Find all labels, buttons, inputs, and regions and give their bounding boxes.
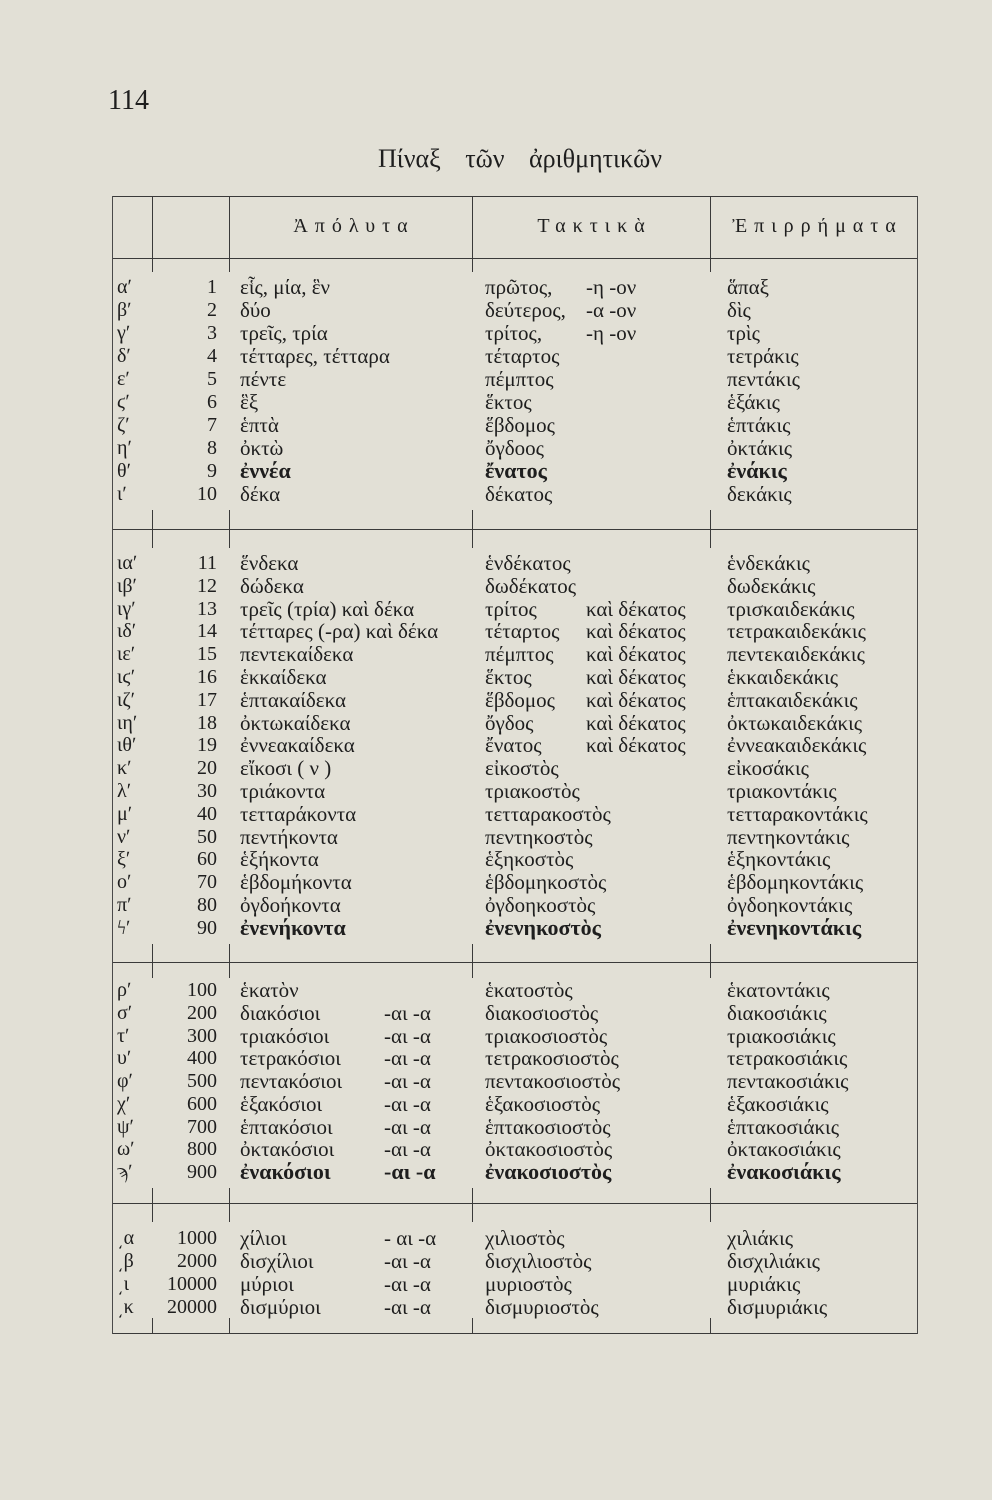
ordinal-cell: χιλιοστὸς — [485, 1226, 565, 1250]
ordinal-suffix: καὶ δέκατος — [586, 619, 686, 644]
column-rule — [472, 1188, 473, 1222]
row-value: 1 — [207, 276, 217, 298]
column-rule — [229, 944, 230, 978]
table-row — [0, 390, 992, 414]
row-numeral-sign: ιγʹ — [117, 597, 136, 620]
row-numeral-sign: ϡʹ — [117, 1161, 133, 1183]
ordinal-cell: δωδέκατος — [485, 573, 577, 598]
adverb-cell: δισχιλιάκις — [727, 1249, 820, 1273]
row-numeral-sign: ͵α — [117, 1227, 135, 1249]
adverb-cell: ἑπτακοσιάκις — [727, 1114, 840, 1139]
row-numeral-sign: ιεʹ — [117, 643, 136, 666]
adverb-cell: χιλιάκις — [727, 1226, 794, 1250]
cardinal-cell: ὀκτακόσιοι — [240, 1137, 335, 1162]
cardinal-suffix: -αι -α — [384, 1091, 431, 1116]
cardinal-cell: τριακόσιοι — [240, 1023, 330, 1048]
cardinal-cell: τρεῖς, τρία — [240, 321, 328, 345]
header-ordinal: Τακτικὰ — [537, 215, 652, 237]
page-title: Πίναξ τῶν ἀριθμητικῶν — [377, 144, 663, 173]
cardinal-cell: ἐνακόσιοι — [240, 1159, 331, 1184]
row-value: 700 — [187, 1115, 217, 1138]
ordinal-cell: τρίτος, — [485, 321, 543, 345]
adverb-cell: δεκάκις — [727, 482, 792, 506]
cardinal-cell: ὀγδοήκοντα — [240, 893, 341, 917]
ordinal-suffix: καὶ δέκατος — [586, 687, 686, 712]
row-value: 15 — [197, 643, 217, 666]
column-rule — [229, 510, 230, 548]
table-row — [0, 413, 992, 437]
adverb-cell: πεντεκαιδεκάκις — [727, 642, 865, 667]
adverb-cell: δὶς — [727, 298, 751, 322]
table-row — [0, 321, 992, 345]
header-adverb: Ἐπιρρήματα — [732, 215, 903, 237]
ordinal-cell: ὀγδοηκοστὸς — [485, 893, 596, 917]
row-numeral-sign: ωʹ — [117, 1138, 135, 1161]
cardinal-cell: ὀκτωκαίδεκα — [240, 710, 351, 735]
cardinal-cell: πεντεκαίδεκα — [240, 642, 354, 667]
ordinal-cell: ἑκατοστὸς — [485, 978, 573, 1002]
cardinal-cell: τριάκοντα — [240, 779, 326, 803]
table-row — [0, 1115, 992, 1139]
table-row — [0, 779, 992, 803]
cardinal-cell: πεντακόσιοι — [240, 1069, 343, 1093]
ordinal-cell: ἑπτακοσιοστὸς — [485, 1114, 611, 1139]
ordinal-cell: ἕκτος — [485, 390, 532, 414]
row-value: 800 — [187, 1138, 217, 1161]
column-rule — [472, 1318, 473, 1334]
cardinal-suffix: -αι -α — [384, 1069, 431, 1093]
table-row — [0, 688, 992, 712]
header-cardinal: Ἀπόλυτα — [293, 215, 415, 237]
ordinal-suffix: -α -ον — [586, 298, 637, 322]
table-row — [0, 597, 992, 621]
adverb-cell: τριακοσιάκις — [727, 1023, 836, 1048]
table-row — [0, 642, 992, 666]
cardinal-cell: δύο — [240, 298, 271, 322]
column-rule — [472, 944, 473, 978]
cardinal-cell: ἐννέα — [240, 458, 291, 483]
adverb-cell: ἐνακοσιάκις — [727, 1159, 841, 1184]
row-numeral-sign: νʹ — [117, 825, 131, 848]
ordinal-cell: ὀκτακοσιοστὸς — [485, 1137, 613, 1162]
table-row — [0, 1046, 992, 1070]
cardinal-cell: ἑξήκοντα — [240, 847, 319, 872]
column-rule — [152, 510, 153, 548]
row-numeral-sign: οʹ — [117, 871, 132, 894]
row-value: 11 — [197, 552, 217, 574]
ordinal-cell: τετταρακοστὸς — [485, 801, 611, 826]
column-rule — [229, 1188, 230, 1222]
row-numeral-sign: ͵β — [117, 1250, 134, 1272]
adverb-cell: ἑξακοσιάκις — [727, 1091, 829, 1116]
table-row — [0, 825, 992, 849]
adverb-cell: ἑκκαιδεκάκις — [727, 665, 839, 689]
ordinal-cell: δεύτερος, — [485, 298, 566, 322]
ordinal-cell: δισμυριοστὸς — [485, 1295, 599, 1319]
column-rule — [710, 510, 711, 548]
row-value: 20 — [197, 757, 217, 780]
ordinal-cell: τέταρτος — [485, 344, 560, 368]
cardinal-cell: τρεῖς (τρία) καὶ δέκα — [240, 596, 415, 621]
table-row — [0, 1295, 992, 1319]
adverb-cell: εἰκοσάκις — [727, 756, 809, 781]
cardinal-cell: χίλιοι — [240, 1226, 287, 1250]
row-numeral-sign: θʹ — [117, 460, 131, 482]
row-numeral-sign: ιζʹ — [117, 688, 136, 711]
cardinal-cell: δώδεκα — [240, 573, 304, 598]
table-row — [0, 1226, 992, 1250]
table-row — [0, 482, 992, 506]
cardinal-cell: ἑπτακαίδεκα — [240, 687, 347, 712]
row-value: 40 — [197, 802, 217, 825]
row-numeral-sign: ψʹ — [117, 1115, 134, 1138]
ordinal-cell: τετρακοσιοστὸς — [485, 1046, 619, 1071]
table-row — [0, 436, 992, 460]
adverb-cell: τετρακαιδεκάκις — [727, 619, 866, 644]
ordinal-cell: πρῶτος, — [485, 275, 553, 299]
row-value: 6 — [207, 391, 217, 413]
row-value: 2 — [207, 299, 217, 321]
table-row — [0, 1160, 992, 1184]
row-value: 80 — [197, 894, 217, 916]
row-numeral-sign: φʹ — [117, 1070, 133, 1092]
table-row — [0, 298, 992, 322]
table-row — [0, 978, 992, 1002]
adverb-cell: ἑπτακαιδεκάκις — [727, 687, 858, 712]
row-numeral-sign: ͵ι — [117, 1273, 130, 1295]
page-number: 114 — [108, 85, 149, 116]
cardinal-cell: ἑπτὰ — [240, 413, 279, 437]
cardinal-cell: τετταράκοντα — [240, 801, 357, 826]
adverb-cell: τρισκαιδεκάκις — [727, 596, 855, 621]
cardinal-suffix: -αι -α — [384, 1000, 431, 1025]
table-row — [0, 893, 992, 917]
adverb-cell: ἑξάκις — [727, 390, 780, 414]
adverb-cell: τετρακοσιάκις — [727, 1046, 848, 1071]
cardinal-cell: τετρακόσιοι — [240, 1046, 341, 1071]
adverb-cell: τριακοντάκις — [727, 779, 837, 803]
table-row — [0, 733, 992, 757]
column-rule — [152, 1318, 153, 1334]
row-value: 17 — [197, 688, 217, 711]
table-row — [0, 1024, 992, 1048]
row-numeral-sign: ιαʹ — [117, 552, 138, 574]
cardinal-cell: ἓξ — [240, 390, 259, 414]
adverb-cell: τρὶς — [727, 321, 760, 345]
row-numeral-sign: ϛʹ — [117, 391, 130, 413]
adverb-cell: ἑπτάκις — [727, 413, 791, 437]
row-numeral-sign: ιηʹ — [117, 711, 138, 734]
table-bottom-rule — [113, 1333, 918, 1334]
adverb-cell: ὀκτακοσιάκις — [727, 1137, 841, 1162]
row-value: 2000 — [177, 1250, 217, 1272]
table-row — [0, 459, 992, 483]
row-value: 60 — [197, 848, 217, 871]
row-value: 18 — [197, 711, 217, 734]
ordinal-cell: τριακοστὸς — [485, 779, 580, 803]
table-row — [0, 847, 992, 871]
cardinal-cell: ὀκτὼ — [240, 436, 284, 460]
cardinal-cell: δισμύριοι — [240, 1295, 321, 1319]
ordinal-cell: τρίτος — [485, 596, 537, 621]
table-row — [0, 574, 992, 598]
ordinal-cell: ἕβδομος — [485, 687, 555, 712]
adverb-cell: ἑκατοντάκις — [727, 978, 830, 1002]
adverb-cell: ἅπαξ — [727, 275, 769, 299]
table-row — [0, 275, 992, 299]
row-value: 1000 — [177, 1227, 217, 1249]
adverb-cell: ἐνενηκοντάκις — [727, 914, 862, 940]
row-numeral-sign: τʹ — [117, 1024, 130, 1047]
table-row — [0, 344, 992, 368]
cardinal-cell: εἴκοσι ( ν ) — [240, 756, 332, 781]
column-rule — [710, 1318, 711, 1334]
adverb-cell: ὀγδοηκοντάκις — [727, 893, 853, 917]
cardinal-cell: εἷς, μία, ἓν — [240, 275, 331, 299]
row-numeral-sign: υʹ — [117, 1047, 132, 1070]
adverb-cell: ὀκτωκαιδεκάκις — [727, 710, 863, 735]
table-row — [0, 916, 992, 940]
cardinal-cell: ἐνενήκοντα — [240, 914, 346, 940]
adverb-cell: ὀκτάκις — [727, 436, 793, 460]
cardinal-cell: δισχίλιοι — [240, 1249, 314, 1273]
ordinal-cell: ἔνατος — [485, 733, 542, 758]
ordinal-cell: εἰκοστὸς — [485, 756, 559, 781]
cardinal-cell: ἕνδεκα — [240, 551, 299, 575]
row-value: 90 — [197, 916, 217, 939]
row-numeral-sign: ρʹ — [117, 979, 132, 1001]
column-rule — [229, 196, 230, 272]
row-value: 50 — [197, 825, 217, 848]
row-numeral-sign: ιθʹ — [117, 734, 137, 757]
row-numeral-sign: χʹ — [117, 1092, 131, 1115]
ordinal-cell: διακοσιοστὸς — [485, 1000, 599, 1025]
row-value: 14 — [197, 620, 217, 643]
row-numeral-sign: ιʹ — [117, 483, 127, 505]
table-row — [0, 619, 992, 643]
row-numeral-sign: ͵κ — [117, 1296, 134, 1318]
ordinal-cell: ἐνενηκοστὸς — [485, 914, 601, 940]
row-numeral-sign: σʹ — [117, 1001, 133, 1024]
ordinal-cell: πεντακοσιοστὸς — [485, 1069, 621, 1093]
row-value: 10 — [197, 483, 217, 505]
row-value: 70 — [197, 871, 217, 894]
ordinal-cell: τέταρτος — [485, 619, 560, 644]
ordinal-cell: δέκατος — [485, 482, 553, 506]
ordinal-suffix: καὶ δέκατος — [586, 665, 686, 689]
row-value: 400 — [187, 1047, 217, 1070]
row-value: 600 — [187, 1092, 217, 1115]
ordinal-cell: ἑβδομηκοστὸς — [485, 870, 607, 895]
row-numeral-sign: κʹ — [117, 757, 132, 780]
cardinal-cell: τέτταρες, τέτταρα — [240, 344, 390, 368]
row-value: 13 — [197, 597, 217, 620]
cardinal-suffix: -αι -α — [384, 1046, 431, 1071]
table-row — [0, 870, 992, 894]
row-numeral-sign: λʹ — [117, 780, 132, 802]
row-value: 30 — [197, 780, 217, 802]
column-rule — [152, 1188, 153, 1222]
cardinal-cell: ἑξακόσιοι — [240, 1091, 323, 1116]
row-value: 9 — [207, 460, 217, 482]
header-bottom-rule — [113, 258, 918, 259]
adverb-cell: ἐννεακαιδεκάκις — [727, 733, 867, 758]
adverb-cell: τετταρακοντάκις — [727, 801, 868, 826]
column-rule — [152, 196, 153, 272]
row-value: 900 — [187, 1161, 217, 1183]
row-numeral-sign: ιβʹ — [117, 574, 137, 597]
row-value: 500 — [187, 1070, 217, 1092]
column-rule — [710, 196, 711, 272]
table-top-rule — [113, 196, 918, 197]
cardinal-cell: ἑκατὸν — [240, 978, 299, 1002]
column-rule — [229, 1318, 230, 1334]
ordinal-cell: ἕκτος — [485, 665, 532, 689]
column-rule — [472, 510, 473, 548]
column-rule — [710, 944, 711, 978]
table-row — [0, 802, 992, 826]
ordinal-cell: ἑξηκοστὸς — [485, 847, 574, 872]
cardinal-suffix: -αι -α — [384, 1159, 436, 1184]
cardinal-cell: ἑκκαίδεκα — [240, 665, 327, 689]
ordinal-cell: ὄγδος — [485, 710, 534, 735]
row-value: 16 — [197, 666, 217, 688]
table-row — [0, 756, 992, 780]
ordinal-suffix: -η -ον — [586, 275, 637, 299]
ordinal-suffix: καὶ δέκατος — [586, 596, 686, 621]
table-row — [0, 367, 992, 391]
section-rule — [113, 1203, 918, 1204]
cardinal-cell: ἐννεακαίδεκα — [240, 733, 355, 758]
ordinal-cell: δισχιλιοστὸς — [485, 1249, 592, 1273]
adverb-cell: πεντάκις — [727, 367, 800, 391]
ordinal-cell: ἔνατος — [485, 458, 547, 483]
cardinal-suffix: -αι -α — [384, 1023, 431, 1048]
row-numeral-sign: ξʹ — [117, 848, 131, 871]
cardinal-cell: πεντήκοντα — [240, 824, 338, 849]
cardinal-suffix: -αι -α — [384, 1249, 431, 1273]
ordinal-cell: πεντηκοστὸς — [485, 824, 593, 849]
row-numeral-sign: ηʹ — [117, 437, 132, 459]
row-numeral-sign: βʹ — [117, 299, 132, 321]
table-row — [0, 1069, 992, 1093]
adverb-cell: πεντακοσιάκις — [727, 1069, 849, 1093]
row-value: 4 — [207, 345, 217, 367]
cardinal-cell: ἑβδομήκοντα — [240, 870, 352, 895]
row-value: 5 — [207, 368, 217, 390]
row-numeral-sign: ιϛʹ — [117, 666, 136, 688]
adverb-cell: ἑνδεκάκις — [727, 551, 810, 575]
adverb-cell: ἑβδομηκοντάκις — [727, 870, 864, 895]
row-numeral-sign: μʹ — [117, 802, 133, 825]
adverb-cell: τετράκις — [727, 344, 799, 368]
row-value: 3 — [207, 322, 217, 344]
table-row — [0, 1272, 992, 1296]
table-row — [0, 1001, 992, 1025]
table-row — [0, 1249, 992, 1273]
row-value: 12 — [197, 574, 217, 597]
row-numeral-sign: πʹ — [117, 894, 132, 916]
section-rule — [113, 529, 918, 530]
table-row — [0, 1092, 992, 1116]
row-value: 200 — [187, 1001, 217, 1024]
cardinal-cell: ἑπτακόσιοι — [240, 1114, 333, 1139]
cardinal-cell: πέντε — [240, 367, 287, 391]
adverb-cell: μυριάκις — [727, 1272, 801, 1296]
row-numeral-sign: ιδʹ — [117, 620, 137, 643]
ordinal-suffix: -η -ον — [586, 321, 637, 345]
ordinal-cell: τριακοσιοστὸς — [485, 1023, 608, 1048]
adverb-cell: ἑξηκοντάκις — [727, 847, 831, 872]
ordinal-cell: πέμπτος — [485, 367, 554, 391]
ordinal-cell: μυριοστὸς — [485, 1272, 572, 1296]
ordinal-cell: πέμπτος — [485, 642, 554, 667]
cardinal-suffix: -αι -α — [384, 1295, 431, 1319]
row-value: 100 — [187, 979, 217, 1001]
table-row — [0, 1137, 992, 1161]
row-numeral-sign: γʹ — [117, 322, 131, 344]
row-value: 20000 — [167, 1296, 217, 1318]
row-numeral-sign: ϟʹ — [117, 916, 131, 939]
ordinal-cell: ἕβδομος — [485, 413, 555, 437]
column-rule — [710, 1188, 711, 1222]
cardinal-suffix: - αι -α — [384, 1226, 437, 1250]
ordinal-suffix: καὶ δέκατος — [586, 733, 686, 758]
table-row — [0, 665, 992, 689]
cardinal-suffix: -αι -α — [384, 1272, 431, 1296]
cardinal-cell: δέκα — [240, 482, 281, 506]
adverb-cell: δωδεκάκις — [727, 573, 816, 598]
table-row — [0, 711, 992, 735]
adverb-cell: διακοσιάκις — [727, 1000, 827, 1025]
adverb-cell: πεντηκοντάκις — [727, 824, 850, 849]
row-numeral-sign: εʹ — [117, 368, 130, 390]
row-value: 7 — [207, 414, 217, 436]
adverb-cell: ἐνάκις — [727, 458, 787, 483]
section-rule — [113, 962, 918, 963]
column-rule — [152, 944, 153, 978]
row-numeral-sign: ζʹ — [117, 414, 130, 436]
table-row — [0, 551, 992, 575]
ordinal-cell: ἑνδέκατος — [485, 551, 571, 575]
row-value: 10000 — [167, 1273, 217, 1295]
cardinal-suffix: -αι -α — [384, 1114, 431, 1139]
row-value: 19 — [197, 734, 217, 757]
row-value: 8 — [207, 437, 217, 459]
ordinal-cell: ἐνακοσιοστὸς — [485, 1159, 612, 1184]
ordinal-cell: ὄγδοος — [485, 436, 544, 460]
cardinal-cell: διακόσιοι — [240, 1000, 321, 1025]
ordinal-suffix: καὶ δέκατος — [586, 642, 686, 667]
column-rule — [472, 196, 473, 272]
ordinal-suffix: καὶ δέκατος — [586, 710, 686, 735]
row-numeral-sign: αʹ — [117, 276, 132, 298]
cardinal-cell: μύριοι — [240, 1272, 294, 1296]
adverb-cell: δισμυριάκις — [727, 1295, 828, 1319]
ordinal-cell: ἑξακοσιοστὸς — [485, 1091, 601, 1116]
row-numeral-sign: δʹ — [117, 345, 131, 367]
row-value: 300 — [187, 1024, 217, 1047]
cardinal-suffix: -αι -α — [384, 1137, 431, 1162]
cardinal-cell: τέτταρες (-ρα) καὶ δέκα — [240, 619, 439, 644]
